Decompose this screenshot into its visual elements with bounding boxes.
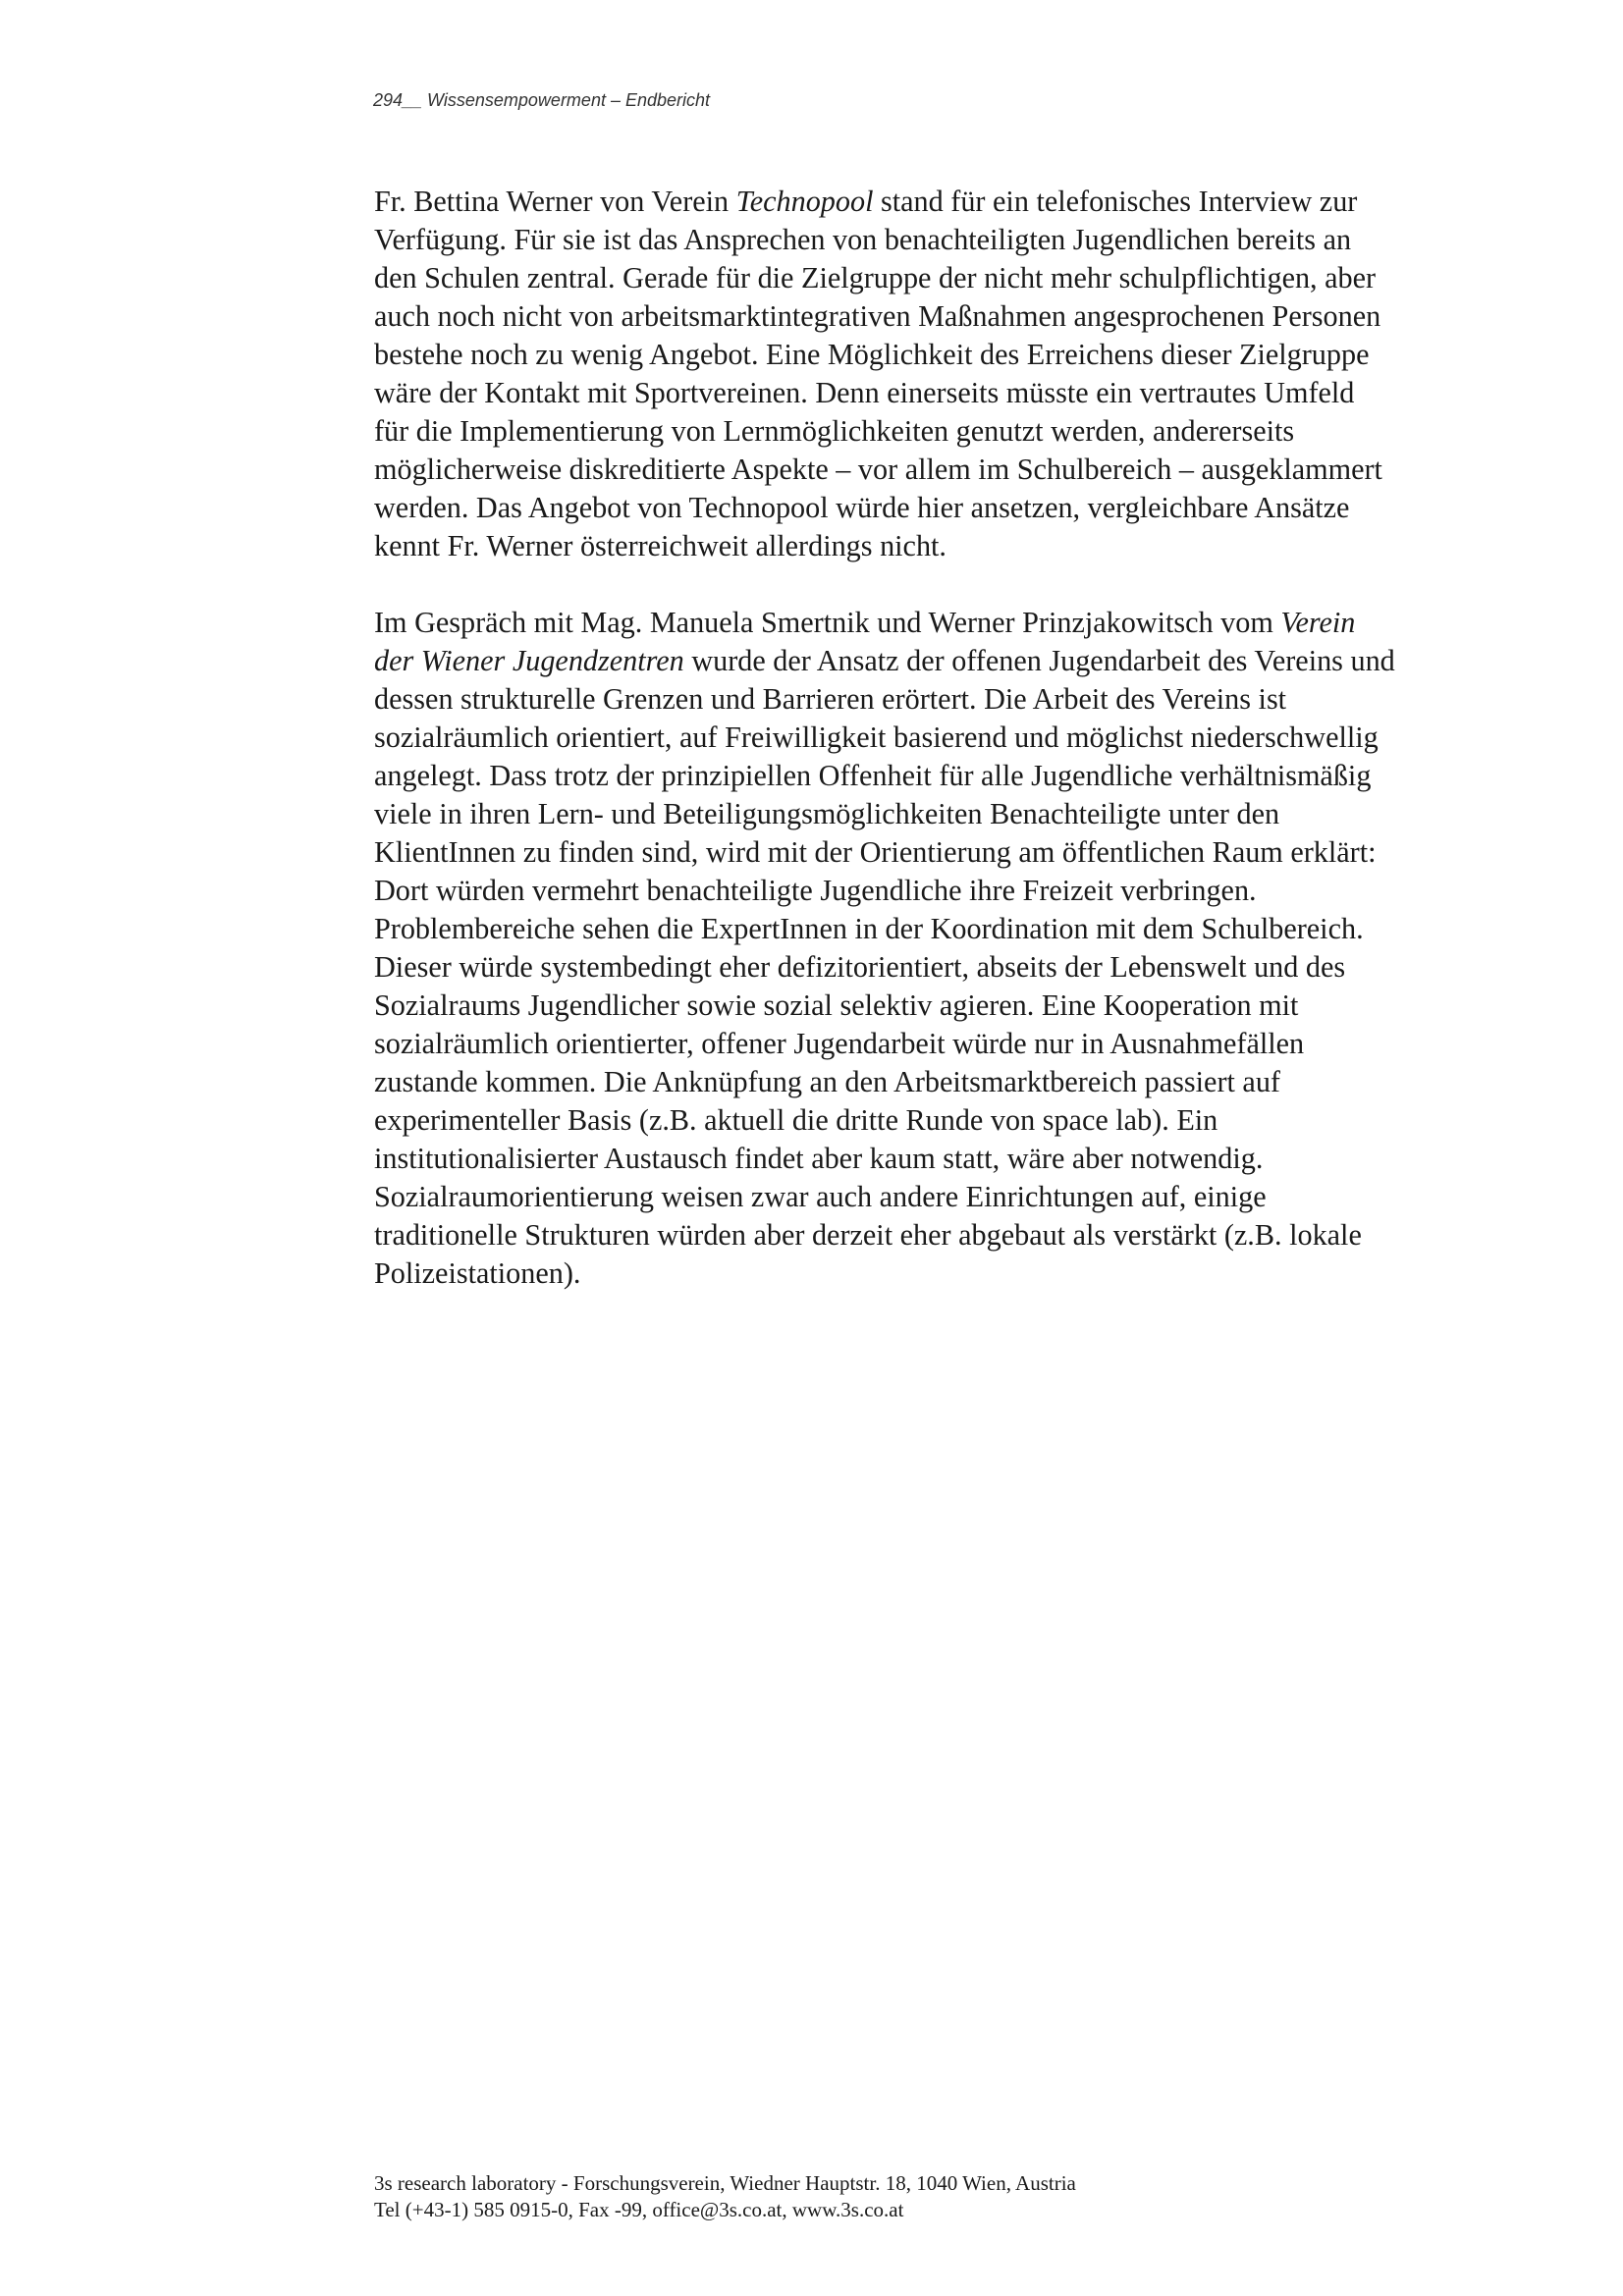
text-line: den Schulen zentral. Gerade für die Zielgruppe der nicht mehr schulpflichtigen, aber	[374, 261, 1377, 294]
text-line: auch noch nicht von arbeitsmarktintegrativen Maßnahmen angesprochenen Personen	[374, 299, 1381, 333]
text-line: dessen strukturelle Grenzen und Barrieren erörtert. Die Arbeit des Vereins ist	[374, 682, 1287, 716]
paragraph-spacer	[374, 565, 1484, 604]
text-line: traditionelle Strukturen würden aber derzeit eher abgebaut als verstärkt (z.B. lokale	[374, 1218, 1362, 1252]
body-text	[374, 183, 1484, 1293]
text-line: KlientInnen zu finden sind, wird mit der Orientierung am öffentlichen Raum erklärt:	[374, 835, 1377, 869]
organization-name: Verein	[1280, 606, 1356, 639]
text-line: der Wiener Jugendzentren wurde der Ansatz der offenen Jugendarbeit des Vereins und	[374, 644, 1395, 677]
text-line: Im Gespräch mit Mag. Manuela Smertnik und Werner Prinzjakowitsch vom Verein	[374, 606, 1356, 639]
text-line: Fr. Bettina Werner von Verein Technopool stand für ein telefonisches Interview zur	[374, 185, 1358, 218]
text-line: Verfügung. Für sie ist das Ansprechen von benachteiligten Jugendlichen bereits an	[374, 223, 1352, 256]
text-line: kennt Fr. Werner österreichweit allerdings nicht.	[374, 529, 947, 562]
text-line: sozialräumlich orientiert, auf Freiwilligkeit basierend und möglichst niederschwellig	[374, 721, 1379, 754]
text-line: bestehe noch zu wenig Angebot. Eine Möglichkeit des Erreichens dieser Zielgruppe	[374, 338, 1370, 371]
text-line: werden. Das Angebot von Technopool würde hier ansetzen, vergleichbare Ansätze	[374, 491, 1350, 524]
text-line: möglicherweise diskreditierte Aspekte – vor allem im Schulbereich – ausgeklammert	[374, 453, 1382, 486]
text-line: für die Implementierung von Lernmöglichkeiten genutzt werden, andererseits	[374, 414, 1295, 448]
paragraph-jugendzentren	[374, 604, 1484, 1293]
text-line: Dieser würde systembedingt eher defizitorientiert, abseits der Lebenswelt und des	[374, 950, 1346, 984]
paragraph-technopool	[374, 183, 1484, 565]
footer-address: 3s research laboratory - Forschungsverein, Wiedner Hauptstr. 18, 1040 Wien, Austria	[374, 2171, 1076, 2195]
text-line: Sozialraumorientierung weisen zwar auch andere Einrichtungen auf, einige	[374, 1180, 1267, 1213]
text-line: Sozialraums Jugendlicher sowie sozial selektiv agieren. Eine Kooperation mit	[374, 988, 1299, 1022]
running-header: 294__ Wissensempowerment – Endbericht	[373, 90, 711, 110]
text-line: Dort würden vermehrt benachteiligte Jugendliche ihre Freizeit verbringen.	[374, 874, 1257, 907]
organization-name: Technopool	[735, 185, 874, 218]
text-line: angelegt. Dass trotz der prinzipiellen Offenheit für alle Jugendliche verhältnismäßig	[374, 759, 1372, 792]
text-line: sozialräumlich orientierter, offener Jugendarbeit würde nur in Ausnahmefällen	[374, 1027, 1305, 1060]
text-line: viele in ihren Lern- und Beteiligungsmöglichkeiten Benachteiligte unter den	[374, 797, 1280, 830]
text-line: wäre der Kontakt mit Sportvereinen. Denn einerseits müsste ein vertrautes Umfeld	[374, 376, 1355, 409]
text-line: Polizeistationen).	[374, 1256, 581, 1290]
text-line: zustande kommen. Die Anknüpfung an den Arbeitsmarktbereich passiert auf	[374, 1065, 1280, 1098]
footer-contact: Tel (+43-1) 585 0915-0, Fax -99, office@3s.co.at, www.3s.co.at	[374, 2198, 904, 2221]
text-line: Problembereiche sehen die ExpertInnen in der Koordination mit dem Schulbereich.	[374, 912, 1364, 945]
organization-name: der Wiener Jugendzentren	[374, 644, 684, 677]
text-line: institutionalisierter Austausch findet aber kaum statt, wäre aber notwendig.	[374, 1142, 1264, 1175]
text-line: experimenteller Basis (z.B. aktuell die dritte Runde von space lab). Ein	[374, 1103, 1218, 1137]
page-footer	[374, 2170, 1076, 2223]
